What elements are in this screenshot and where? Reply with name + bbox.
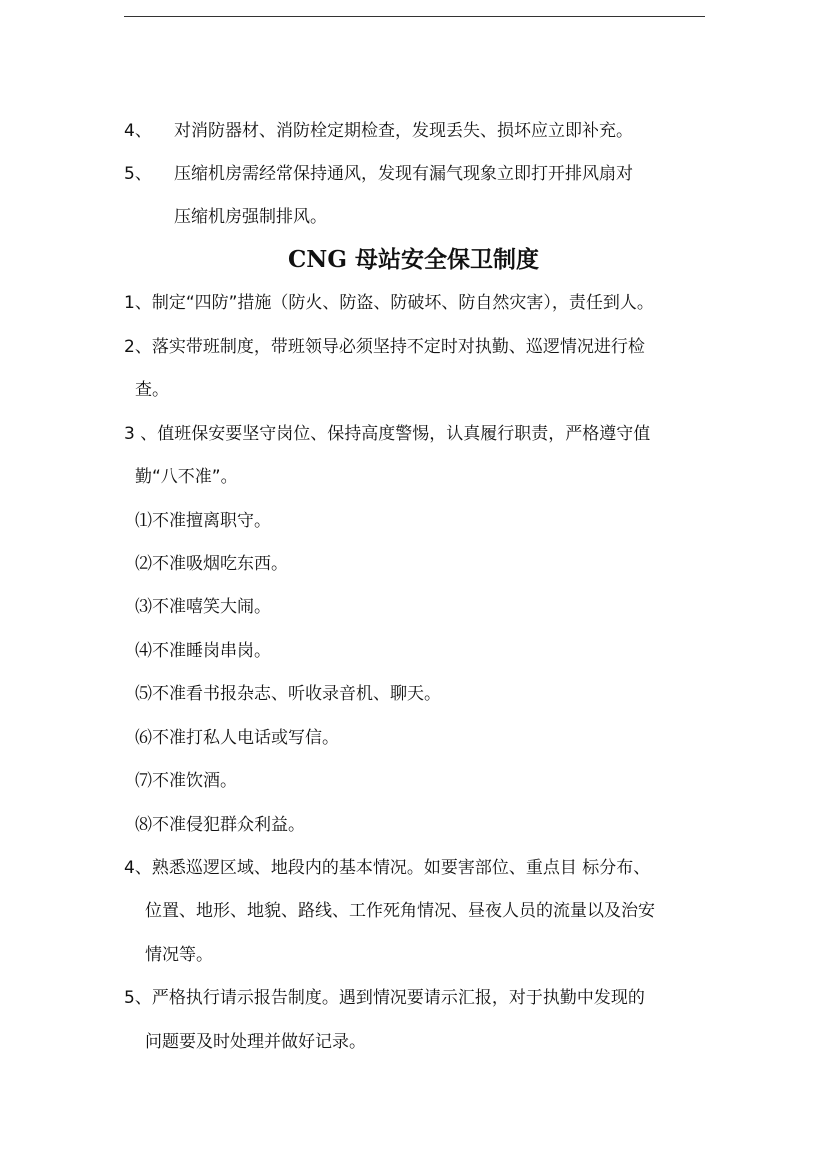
sub-item: ⑻不准侵犯群众利益。 [135, 815, 305, 835]
rule-item-4-line3: 情况等。 [145, 945, 213, 965]
page-title: CNG 母站安全保卫制度 [288, 246, 539, 273]
item-text: 对消防器材、消防栓定期检查，发现丢失、损坏应立即补充。 [174, 121, 633, 141]
rule-item-4-line2: 位置、地形、地貌、路线、工作死角情况、昼夜人员的流量以及治安 [145, 901, 655, 921]
continued-item-4 [124, 120, 633, 142]
sub-item: ⑵不准吸烟吃东西。 [135, 554, 288, 574]
sub-item: ⑹不准打私人电话或写信。 [135, 728, 339, 748]
continued-item-5-line2: 压缩机房强制排风。 [174, 207, 327, 227]
rule-item-5-line2: 问题要及时处理并做好记录。 [145, 1032, 366, 1052]
rule-item-2: 2、落实带班制度，带班领导必须坚持不定时对执勤、巡逻情况进行检 [124, 337, 645, 357]
rule-item-1: 1、制定“四防”措施（防火、防盗、防破坏、防自然灾害），责任到人。 [124, 293, 654, 313]
sub-item: ⑶不准嘻笑大闹。 [135, 597, 271, 617]
item-number: 4、 [124, 121, 152, 141]
continued-item-5 [124, 163, 633, 185]
item-text: 压缩机房需经常保持通风，发现有漏气现象立即打开排风扇对 [174, 164, 633, 184]
rule-item-3: 3 、值班保安要坚守岗位、保持高度警惕，认真履行职责，严格遵守值 [124, 424, 651, 444]
sub-item: ⑸不准看书报杂志、听收录音机、聊天。 [135, 684, 441, 704]
rule-item-5: 5、严格执行请示报告制度。遇到情况要请示汇报，对于执勤中发现的 [124, 988, 645, 1008]
sub-item: ⑷不准睡岗串岗。 [135, 641, 271, 661]
rule-item-2-line2: 查。 [135, 380, 169, 400]
header-rule [124, 16, 705, 17]
sub-item: ⑺不准饮酒。 [135, 771, 237, 791]
rule-item-4: 4、熟悉巡逻区域、地段内的基本情况。如要害部位、重点目 标分布、 [124, 858, 651, 878]
sub-item: ⑴不准擅离职守。 [135, 511, 271, 531]
item-number: 5、 [124, 164, 152, 184]
rule-item-3-line2: 勤“八不准”。 [135, 467, 238, 487]
